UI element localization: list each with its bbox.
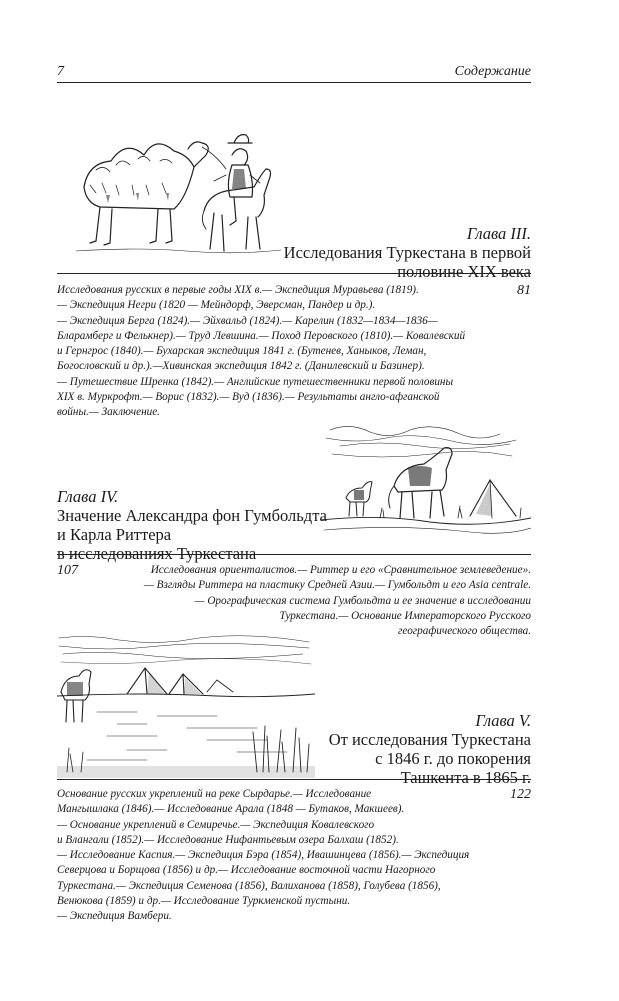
summary-line: Исследования русских в первые годы XIX в.— Экспедиция Муравьева (1819).: [57, 284, 419, 296]
summary-line: — Путешествие Шренка (1842).— Английские путешественники первой половины: [57, 375, 454, 388]
chapter-5-summary: [57, 787, 469, 925]
summary-line: — Экспедиция Вамбери.: [57, 910, 172, 923]
chapter-4-title-line: и Карла Риттера: [57, 525, 172, 544]
camel-rider-illustration: [76, 125, 281, 260]
summary-line: Богословский и др.).—Хивинская экспедиция 1842 г. (Данилевский и Базинер).: [57, 360, 425, 373]
chapter-4-label: Глава IV.: [57, 487, 119, 506]
summary-line: Бларамберг и Фелькнер).— Труд Левшина.— Поход Перовского (1810).— Ковалевский: [57, 329, 466, 342]
horses-camp-illustration: [320, 418, 531, 542]
summary-line: Исследования ориенталистов.— Риттер и его «Сравнительное землеведение».: [150, 564, 531, 576]
page-number: 7: [57, 64, 64, 79]
chapter-5-title-line: От исследования Туркестана: [328, 730, 531, 749]
lake-tents-illustration: [57, 632, 315, 778]
summary-line: — Экспедиция Берга (1824).— Эйхвальд (1824).— Карелин (1832—1834—1836—: [57, 314, 438, 327]
running-title: Содержание: [454, 64, 531, 79]
chapter-4-title-line: Значение Александра фон Гумбольдта: [57, 506, 327, 525]
chapter-5-title-line: с 1846 г. до покорения: [375, 749, 531, 768]
summary-line: Венюкова (1859) и др.— Исследование Туркменской пустыни.: [57, 895, 351, 908]
chapter-3-label: Глава III.: [466, 224, 531, 243]
summary-line: — Экспедиция Негри (1820 — Мейндорф, Эверсман, Пандер и др.).: [57, 299, 376, 312]
summary-line: — Орографическая система Гумбольдта и ее значение в исследовании: [194, 594, 531, 607]
summary-line: Основание русских укреплений на реке Сырдарье.— Исследование: [57, 788, 372, 800]
chapter-5-page: 122: [510, 787, 531, 802]
chapter-4-rule: [57, 554, 531, 555]
chapter-3-title-line: Исследования Туркестана в первой: [283, 243, 531, 262]
summary-line: XIX в. Муркрофт.— Ворис (1832).— Вуд (1836).— Результаты англо-афганской: [57, 391, 440, 404]
chapter-5-title-line: Ташкента в 1865 г.: [400, 768, 531, 787]
summary-line: войны.— Заключение.: [57, 406, 160, 419]
chapter-4-summary: [144, 563, 531, 639]
summary-line: и Влангали (1852).— Исследование Нифантьевым озера Балхаш (1852).: [57, 833, 399, 846]
summary-line: — Взгляды Риттера на пластику Средней Азии.— Гумбольдт и его Asia centrale.: [143, 579, 531, 592]
chapter-3-rule: [57, 273, 531, 274]
chapter-5-label: Глава V.: [475, 711, 531, 730]
chapter-4-title-line: в исследованиях Туркестана: [57, 544, 257, 563]
chapter-5-rule: [57, 779, 531, 780]
summary-line: Северцова и Борщова (1856) и др.— Исследование восточной части Нагорного: [57, 864, 436, 877]
summary-line: Мангышлака (1846).— Исследование Арала (1848 — Бутаков, Макшеев).: [57, 803, 405, 816]
summary-line: — Основание укреплений в Семиречье.— Экспедиция Ковалевского: [57, 818, 375, 831]
chapter-4-title: [57, 487, 327, 563]
summary-line: Туркестана.— Экспедиция Семенова (1856), Валиханова (1858), Голубева (1856),: [57, 879, 441, 892]
summary-line: и Гернгрос (1840).— Бухарская экспедиция 1841 г. (Бутенев, Ханыков, Леман,: [57, 345, 427, 358]
header-rule: [57, 82, 531, 83]
chapter-3-page: 81: [517, 283, 531, 298]
summary-line: — Исследование Каспия.— Экспедиция Бэра (1854), Ивашинцева (1856).— Экспедиция: [57, 849, 470, 862]
chapter-3-summary: [57, 283, 465, 421]
chapter-4-page: 107: [57, 563, 78, 578]
summary-line: Туркестана.— Основание Императорского Русского: [279, 609, 531, 622]
chapter-5-title: [329, 711, 531, 787]
summary-line: географического общества.: [398, 625, 531, 638]
chapter-3-title-line: половине XIX века: [397, 262, 531, 281]
